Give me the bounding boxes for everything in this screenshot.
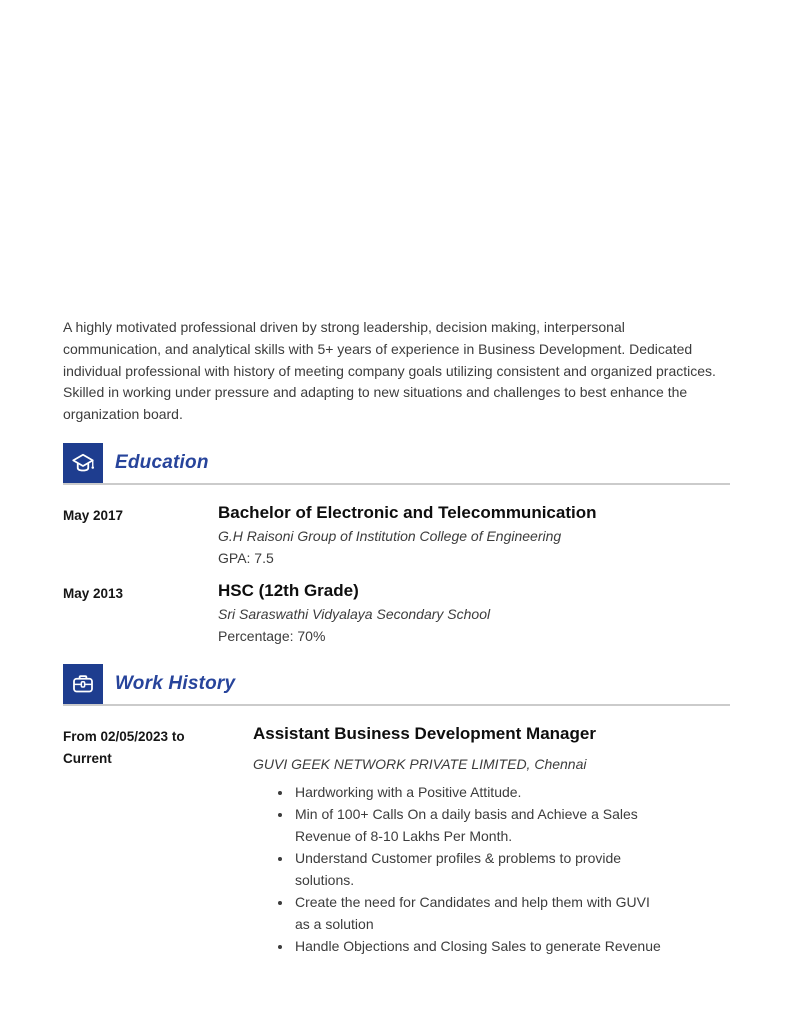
briefcase-icon [63, 664, 103, 704]
professional-summary: A highly motivated professional driven by strong leadership, decision making, interpersonal communication, and analytical skills with 5+ years of experience in Business Development. Dedicated individual professional with history of meeting company goals utilizing consistent and organized practices. Skilled in working under pressure and adapting to new situations and challenges to best enhance the organization board. [63, 319, 716, 423]
graduation-cap-icon [63, 443, 103, 483]
job-responsibility: • Min of 100+ Calls On a daily basis and Achieve a Sales Revenue of 8-10 Lakhs Per Month. [293, 803, 663, 847]
education-entry [63, 579, 730, 647]
education-date: May 2013 [63, 585, 124, 601]
resume-content [0, 14, 791, 957]
job-responsibility: • Hardworking with a Positive Attitude. [293, 781, 663, 803]
education-entry [63, 501, 730, 569]
education-divider [63, 483, 730, 485]
job-responsibilities-list [253, 781, 663, 957]
education-section-header [63, 443, 730, 483]
education-details [218, 579, 730, 647]
work-details [253, 722, 730, 957]
education-section-title: Education [115, 451, 209, 473]
job-responsibility: • Handle Objections and Closing Sales to generate Revenue [293, 935, 663, 957]
institution-name: Sri Saraswathi Vidyalaya Secondary School [218, 605, 491, 622]
work-history-section-header [63, 664, 730, 704]
job-title: Assistant Business Development Manager [253, 723, 596, 743]
employment-period: From 02/05/2023 to Current [63, 728, 185, 766]
education-details [218, 501, 730, 569]
work-history-divider [63, 704, 730, 706]
company-name: GUVI GEEK NETWORK PRIVATE LIMITED, Chennai [253, 755, 587, 772]
work-history-entry [63, 722, 730, 957]
degree-title: Bachelor of Electronic and Telecommunication [218, 502, 597, 522]
degree-title: HSC (12th Grade) [218, 580, 359, 600]
education-date: May 2017 [63, 507, 124, 523]
job-responsibility: • Create the need for Candidates and help them with GUVI as a solution [293, 891, 663, 935]
institution-name: G.H Raisoni Group of Institution College of Engineering [218, 527, 562, 544]
work-history-section-title: Work History [115, 672, 236, 694]
grade-detail: Percentage: 70% [218, 627, 326, 644]
job-responsibility: • Understand Customer profiles & problems to provide solutions. [293, 847, 663, 891]
grade-detail: GPA: 7.5 [218, 549, 274, 566]
